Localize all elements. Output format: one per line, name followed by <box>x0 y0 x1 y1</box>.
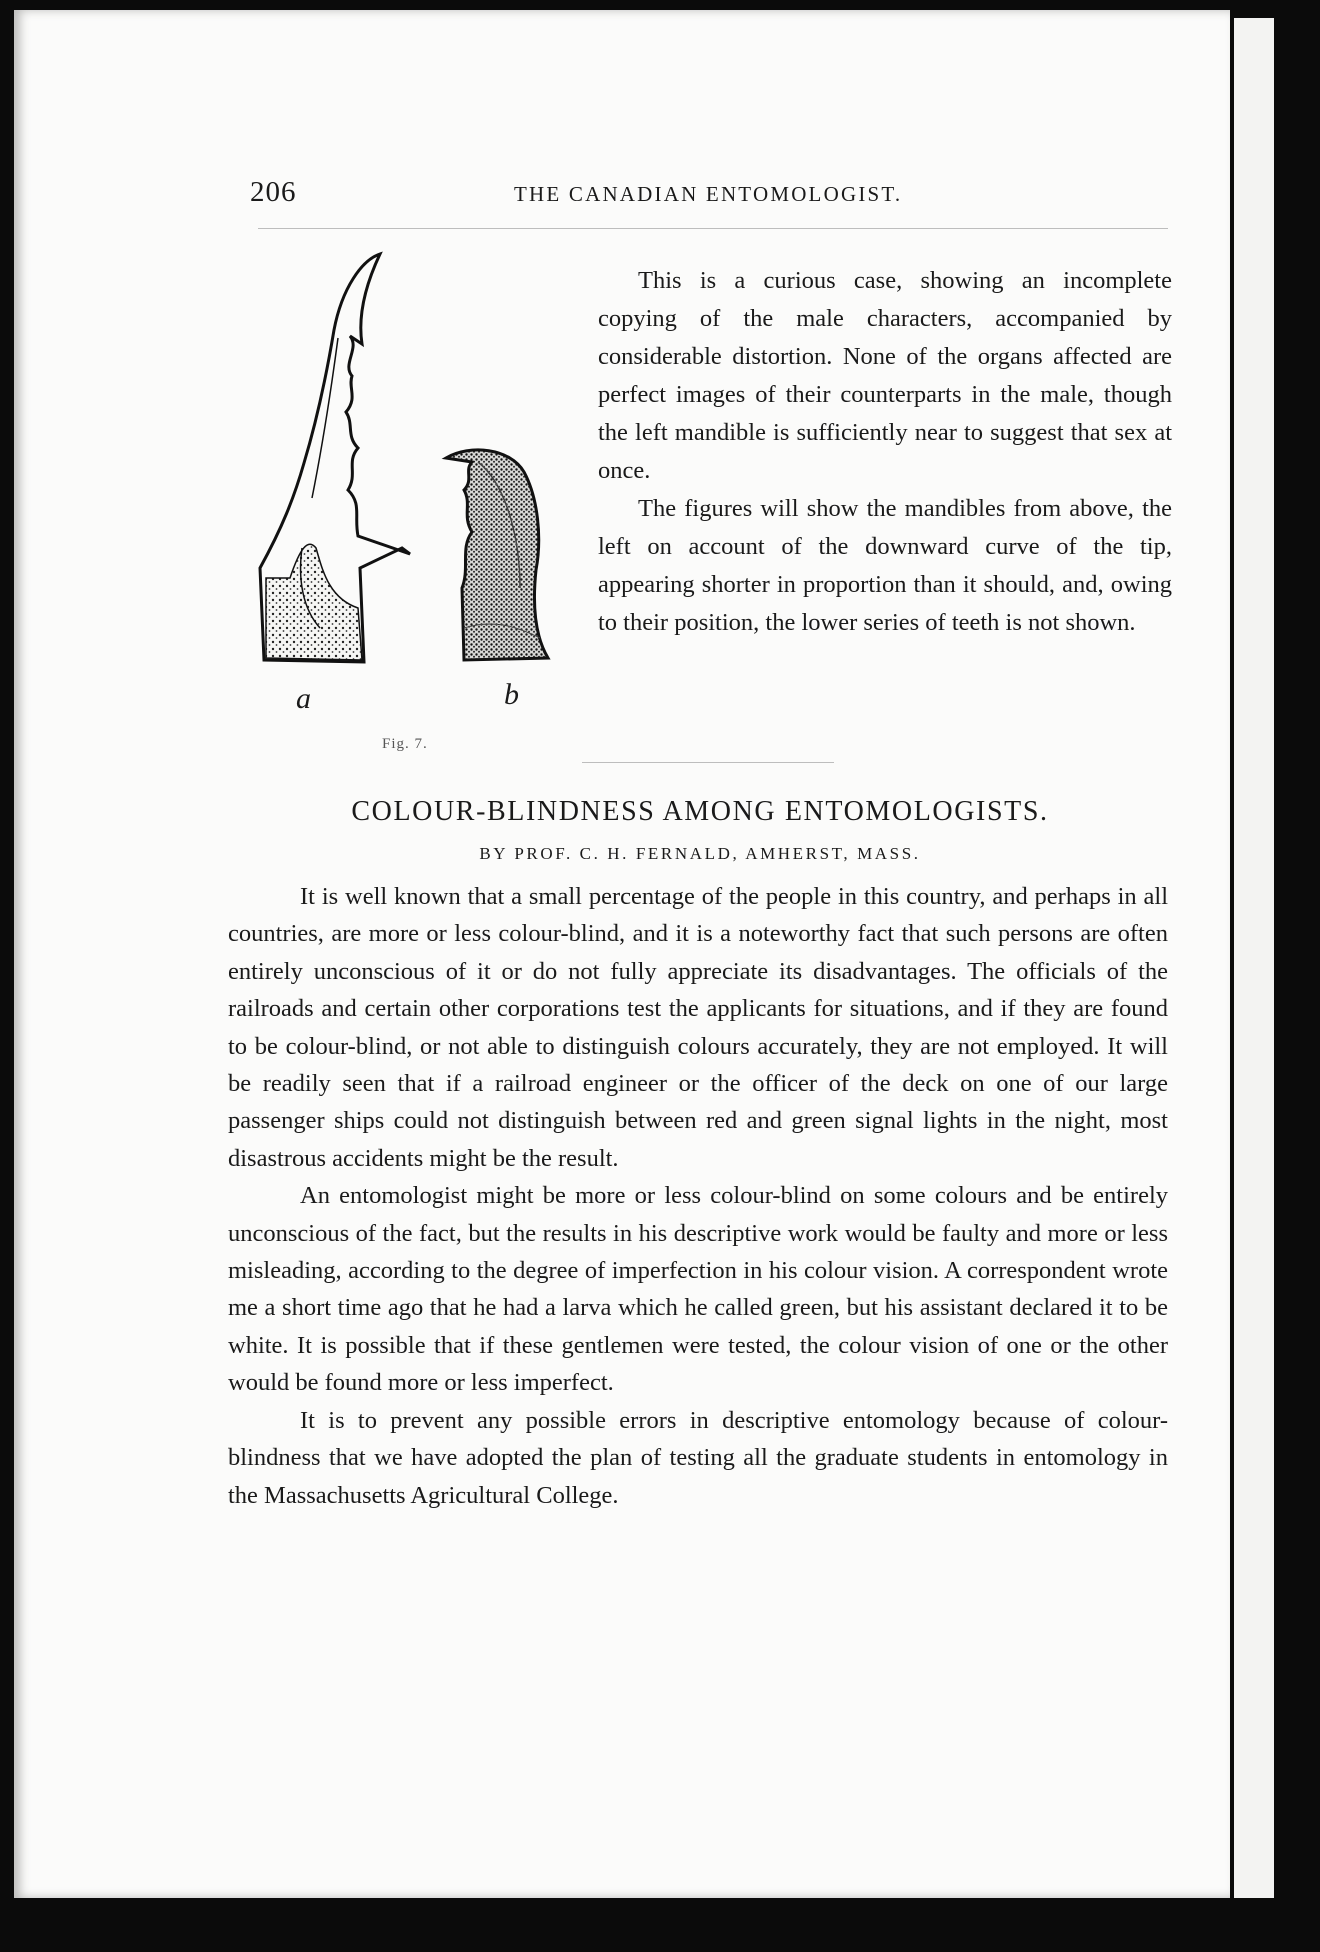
header-rule <box>258 228 1168 229</box>
figure-label-a: a <box>296 682 311 715</box>
article-byline: BY PROF. C. H. FERNALD, AMHERST, MASS. <box>479 844 921 863</box>
section-rule <box>582 762 834 763</box>
figure-label-b: b <box>504 678 519 711</box>
side-paragraph-2: The figures will show the mandibles from above, the left on account of the downward curve of the tip, appearing shorter in proportion than it should, and, owing to their position, the lower series of teeth is not shown. <box>598 495 1172 636</box>
body-paragraph-3: It is to prevent any possible errors in descriptive entomology because of colour-blindness that we have adopted the plan of testing all the graduate students in entomology in the Massachusetts Agricultural College. <box>228 1406 1168 1509</box>
mandible-figure <box>250 248 570 768</box>
running-title: THE CANADIAN ENTOMOLOGIST. <box>514 182 903 206</box>
mandible-b <box>446 450 548 660</box>
article-body <box>228 878 1168 1514</box>
next-page-edge <box>1234 18 1274 1898</box>
side-paragraph-1: This is a curious case, showing an incomplete copying of the male characters, accompanied by considerable distortion. None of the organs affected are perfect images of their counterparts in the male, though the left mandible is sufficiently near to suggest that sex at once. <box>598 267 1172 484</box>
figure-caption: Fig. 7. <box>382 736 428 752</box>
body-paragraph-1: It is well known that a small percentage of the people in this country, and perhaps in all countries, are more or less colour-blind, and it is a noteworthy fact that such persons are often entirely unconscious of it or do not fully appreciate its disadvantages. The officials of the railroads and certain other corporations test the applicants for situations, and if they are found to be colour-blind, or not able to distinguish colours accurately, they are not employed. It will be readily seen that if a railroad engineer or the officer of the deck on one of our large passenger ships could not distinguish between red and green signal lights in the night, most disastrous accidents might be the result. <box>228 883 1168 1172</box>
side-column-text <box>598 262 1172 642</box>
article-title: COLOUR-BLINDNESS AMONG ENTOMOLOGISTS. <box>351 796 1049 827</box>
body-paragraph-2: An entomologist might be more or less colour-blind on some colours and be entirely unconscious of the fact, but the results in his descriptive work would be faulty and more or less misleading, according to the degree of imperfection in his colour vision. A correspondent wrote me a short time ago that he had a larva which he called green, but his assistant declared it to be white. It is possible that if these gentlemen were tested, the colour vision of one or the other would be found more or less imperfect. <box>228 1182 1168 1397</box>
page-number: 206 <box>250 176 297 208</box>
mandible-illustration <box>250 248 570 718</box>
